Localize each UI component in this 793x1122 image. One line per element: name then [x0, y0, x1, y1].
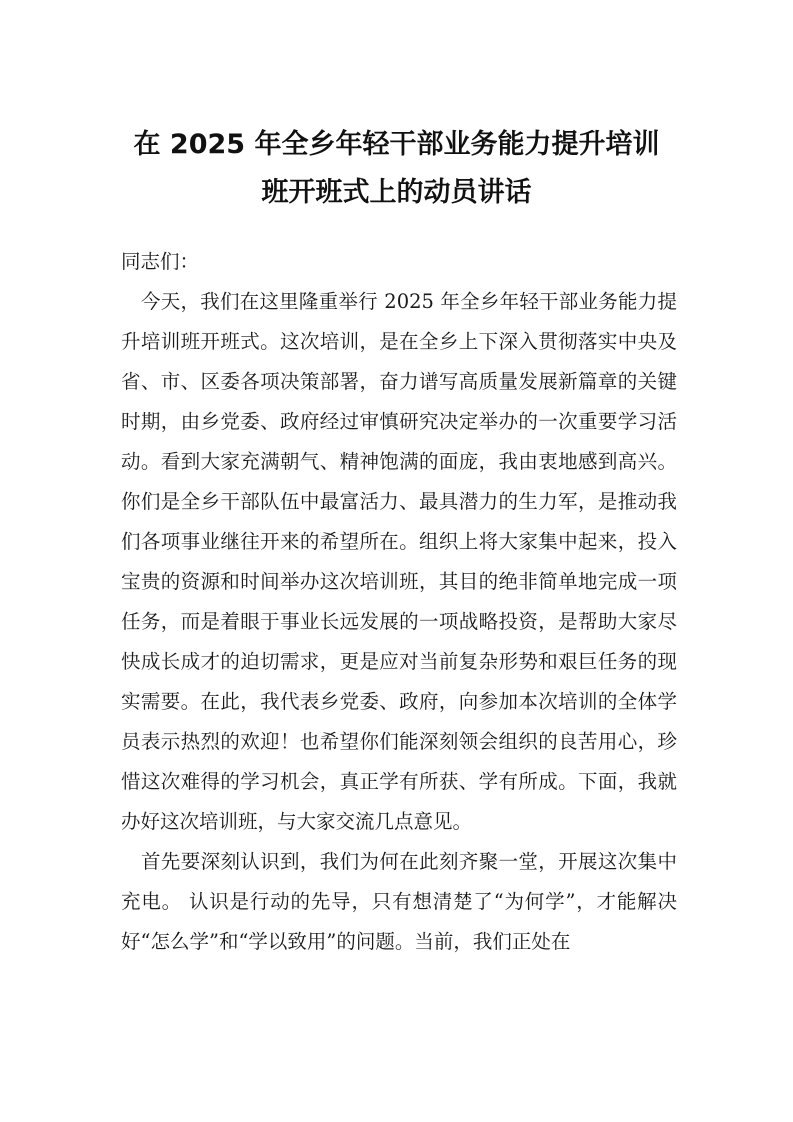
paragraph-first-point: 首先要深刻认识到，我们为何在此刻齐聚一堂，开展这次集中充电。 认识是行动的先导，只有想清楚了“为何学”，才能解决好“怎么学”和“学以致用”的问题。当前，我们正处在 — [121, 850, 677, 953]
title-line-1: 在 2025 年全乡年轻干部业务能力提升培训 — [133, 129, 660, 160]
paragraph-opening: 今天，我们在这里隆重举行 2025 年全乡年轻干部业务能力提升培训班开班式。这次培训，是在全乡上下深入贯彻落实中央及省、市、区委各项决策部署，奋力谱写高质量发展新篇章的关键时期，由乡党委、政府经过审慎研究决定举办的一次重要学习活动。看到大家充满朝气、精神饱满的面庞，我由衷地感到高兴。你们是全乡干部队伍中最富活力、最具潜力的生力军，是推动我们各项事业继往开来的希望所在。组织上将大家集中起来，投入宝贵的资源和时间举办这次培训班，其目的绝非简单地完成一项任务，而是着眼于事业长远发展的一项战略投资，是帮助大家尽快成长成才的迫切需求，更是应对当前复杂形势和艰巨任务的现实需要。在此，我代表乡党委、政府，向参加本次培训的全体学员表示热烈的欢迎！也希望你们能深刻领会组织的良苦用心，珍惜这次难得的学习机会，真正学有所获、学有所成。下面，我就办好这次培训班，与大家交流几点意见。 — [121, 290, 677, 833]
document-body — [121, 242, 677, 962]
title-line-2: 班开班式上的动员讲话 — [261, 177, 532, 208]
salutation: 同志们： — [121, 250, 200, 273]
